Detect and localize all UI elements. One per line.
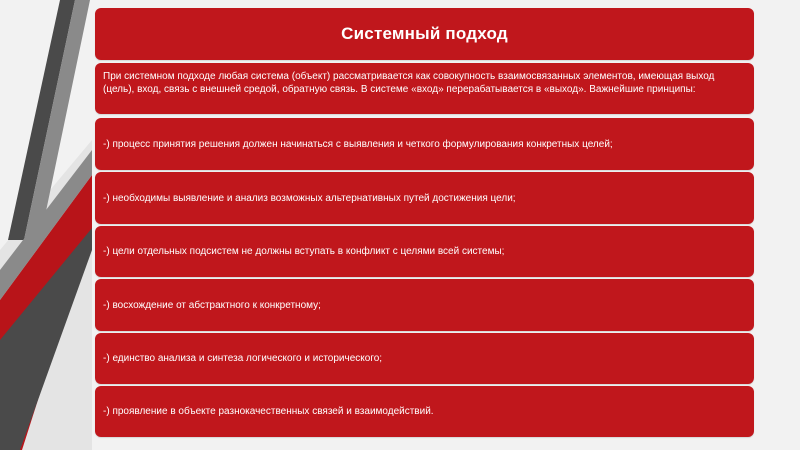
principle-item-6: -) проявление в объекте разнокачественных связей и взаимодействий. [95, 386, 754, 437]
principle-item-1: -) процесс принятия решения должен начинаться с выявления и четкого формулирования конкретных целей; [95, 118, 754, 170]
principle-item-2: -) необходимы выявление и анализ возможных альтернативных путей достижения цели; [95, 172, 754, 224]
principle-item-4: -) восхождение от абстрактного к конкретному; [95, 279, 754, 331]
principle-item-5: -) единство анализа и синтеза логического и исторического; [95, 333, 754, 384]
slide-title: Системный подход [95, 8, 754, 60]
intro-text: При системном подходе любая система (объект) рассматривается как совокупность взаимосвязанных элементов, имеющая выход (цель), вход, связь с внешней средой, обратную связь. В системе «вход» перерабатывается в «выход». Важнейшие принципы: [95, 63, 754, 114]
principle-item-3: -) цели отдельных подсистем не должны вступать в конфликт с целями всей системы; [95, 226, 754, 277]
